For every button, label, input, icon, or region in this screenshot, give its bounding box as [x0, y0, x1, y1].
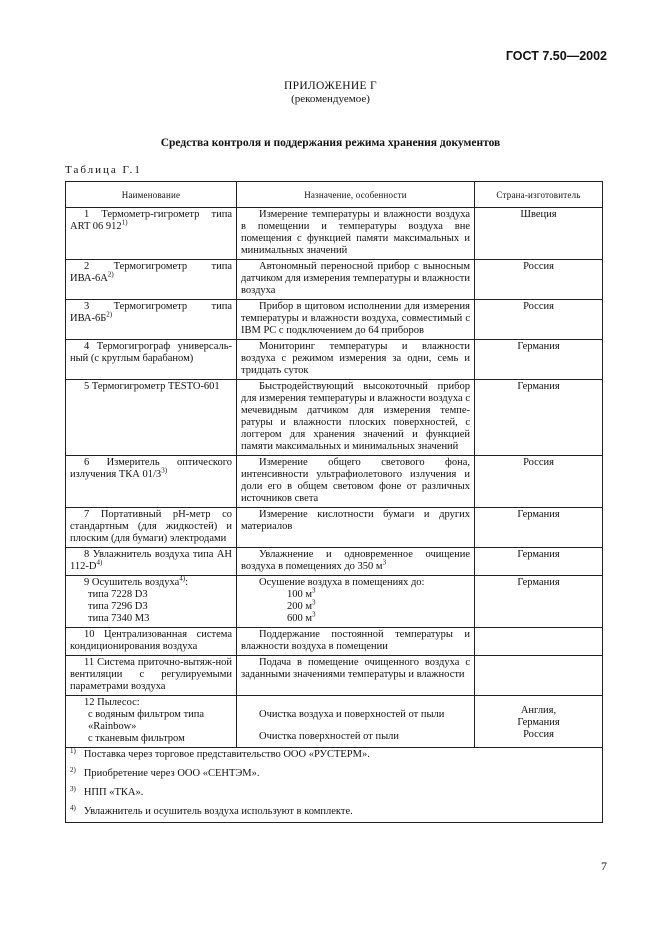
table-label: Таблица Г.1	[65, 164, 142, 176]
table-row	[66, 628, 603, 656]
equipment-table	[65, 181, 603, 823]
row-name: 6 Измеритель оптического излучения ТКА 01/3	[70, 457, 232, 480]
unit-exponent: 3	[382, 558, 387, 567]
footnote-mark: 4)	[70, 803, 76, 812]
row-country: Германия	[475, 340, 603, 380]
volume-item	[241, 598, 470, 613]
row-country: Россия	[475, 260, 603, 300]
column-header-name: Наименование	[66, 182, 237, 208]
row-country-cell	[475, 696, 603, 748]
row-purpose: Увлажнение и одновременное очищение воздуха в помещениях до 350 м	[241, 549, 470, 572]
row-purpose: Прибор в щитовом исполнении для измерения температуры и влажности воздуха, совместимый с IBM PC с подключением до 64 приборов	[237, 300, 475, 340]
row-purpose: Измерение общего светового фона, интенсивности ультрафиолетового излучения и доли его в общем световом фоне от различных источников света	[237, 456, 475, 508]
table-row	[66, 548, 603, 576]
row-purpose-cell	[237, 696, 475, 748]
volume-value: 600 м	[287, 613, 313, 624]
row-name: 7 Портативный pH-метр со стандартным (для жидкостей) и плоским (для бумаги) электродами	[70, 509, 232, 544]
volume-value: 200 м	[287, 601, 313, 612]
table-row	[66, 300, 603, 340]
row-name-cell	[66, 208, 237, 260]
table-row	[66, 656, 603, 696]
model-item: типа 7340 M3	[88, 613, 150, 624]
row-country: Россия	[475, 300, 603, 340]
footnotes-cell	[66, 748, 603, 823]
row-name-cell	[66, 508, 237, 548]
unit-exponent: 3	[312, 610, 316, 619]
row-name-cell	[66, 696, 237, 748]
table-row	[66, 508, 603, 548]
table-row	[66, 260, 603, 300]
row-name-cell	[66, 628, 237, 656]
footnote	[70, 803, 598, 818]
row-name-cell	[66, 380, 237, 456]
row-purpose: Очистка поверхностей от пыли	[259, 731, 400, 742]
footnote-mark: 3)	[70, 784, 76, 793]
country-item: Германия	[517, 717, 560, 728]
page-number: 7	[601, 859, 607, 873]
row-purpose: Быстродействующий высокоточный прибор для измерения температуры и влажности воздуха с мечевидным датчиком для измерения темпе-ратуры и влажности плоских поверхностей, с логгером для хранения значений и функцией памяти максимальных и минимальных значений	[237, 380, 475, 456]
row-name-cell	[66, 260, 237, 300]
variant-label: с водяным фильтром типа «Rainbow»	[88, 709, 205, 732]
row-country: Германия	[475, 548, 603, 576]
country-item: Россия	[523, 729, 554, 740]
table-row	[66, 340, 603, 380]
row-name: 3 Термогигрометр типа ИВА-6Б	[70, 301, 232, 324]
footnote-text: Поставка через торговое представительство ООО «РУСТЕРМ».	[83, 749, 370, 760]
row-country: Швеция	[475, 208, 603, 260]
row-country-empty	[475, 628, 603, 656]
footnote-mark: 2)	[70, 765, 76, 774]
footnote	[70, 765, 598, 780]
row-name: 11 Система приточно-вытяж-ной вентиляции с регулируемыми параметрами воздуха	[70, 657, 232, 692]
document-title: Средства контроля и поддержания режима хранения документов	[160, 137, 501, 149]
row-name-cell	[66, 548, 237, 576]
footnote-ref: 4)	[96, 558, 103, 567]
appendix-subtitle: (рекомендуемое)	[291, 93, 370, 105]
row-name-cell	[66, 340, 237, 380]
unit-exponent: 3	[312, 586, 316, 595]
row-purpose: Автономный переносной прибор с выносным датчиком для измерения температуры и влажности воздуха	[237, 260, 475, 300]
row-country: Германия	[475, 380, 603, 456]
table-row	[66, 696, 603, 748]
row-purpose: Подача в помещение очищенного воздуха с заданными значениями температуры и влажности	[237, 656, 475, 696]
volume-item	[241, 610, 470, 625]
table-row	[66, 380, 603, 456]
footnote	[70, 784, 598, 799]
row-name-cell	[66, 576, 237, 628]
footnote-ref: 1)	[121, 218, 128, 227]
footnote-ref: 2)	[107, 270, 114, 279]
row-name: 8 Увлажнитель воздуха типа АН 112-D	[70, 549, 232, 572]
table-row	[66, 208, 603, 260]
row-country: Германия	[475, 576, 603, 628]
footnote-mark: 1)	[70, 746, 76, 755]
row-country: Германия	[475, 508, 603, 548]
footnote-text: Увлажнитель и осушитель воздуха используют в комплекте.	[83, 806, 353, 817]
table-header-row	[66, 182, 603, 208]
footnotes-row	[66, 748, 603, 823]
row-purpose: Измерение кислотности бумаги и других материалов	[237, 508, 475, 548]
row-name: 5 Термогигрометр TESTO-601	[84, 381, 220, 392]
footnote-text: Приобретение через ООО «СЕНТЭМ».	[83, 768, 260, 779]
row-name: 4 Термогигрограф универсаль-ный (с круглым барабаном)	[70, 341, 232, 364]
row-name: 1 Термометр-гигрометр типа ART 06 912	[70, 209, 232, 232]
row-name-suffix: :	[185, 577, 189, 588]
row-purpose-cell	[237, 548, 475, 576]
row-name: 12 Пылесос:	[84, 697, 140, 708]
table-row	[66, 576, 603, 628]
row-purpose: Измерение температуры и влажности воздуха в помещении и температуры воздуха вне помещения с функцией памяти максимальных и минимальных значений	[237, 208, 475, 260]
row-purpose-cell	[237, 576, 475, 628]
footnote	[70, 746, 598, 761]
row-country: Россия	[475, 456, 603, 508]
row-purpose: Очистка воздуха и поверхностей от пыли	[259, 709, 445, 720]
column-header-purpose: Назначение, особенности	[237, 182, 475, 208]
model-item: типа 7296 D3	[88, 601, 148, 612]
row-name: 2 Термогигрометр типа ИВА-6А	[70, 261, 232, 284]
model-item: типа 7228 D3	[88, 589, 148, 600]
row-name-cell	[66, 456, 237, 508]
country-item: Англия,	[520, 705, 557, 716]
row-purpose: Поддержание постоянной температуры и влажности воздуха в помещении	[237, 628, 475, 656]
standard-designation: ГОСТ 7.50—2002	[505, 49, 607, 63]
footnote-ref: 3)	[161, 466, 168, 475]
row-name: 10 Централизованная система кондиционирования воздуха	[70, 629, 232, 652]
row-purpose: Мониторинг температуры и влажности воздуха с режимом измерения за одни, семь и тридцать суток	[237, 340, 475, 380]
row-name-cell	[66, 656, 237, 696]
row-purpose: Осушение воздуха в помещениях до:	[259, 577, 425, 588]
row-name: 9 Осушитель воздуха	[84, 577, 180, 588]
column-header-country: Страна-изготовитель	[475, 182, 603, 208]
footnote-ref: 4)	[179, 574, 186, 583]
row-country-empty	[475, 656, 603, 696]
appendix-title: ПРИЛОЖЕНИЕ Г	[284, 80, 377, 92]
row-name-cell	[66, 300, 237, 340]
variant-label: с тканевым фильтром	[88, 733, 185, 744]
footnote-text: НПП «ТКА».	[83, 787, 144, 798]
unit-exponent: 3	[312, 598, 316, 607]
table-row	[66, 456, 603, 508]
volume-value: 100 м	[287, 589, 313, 600]
volume-item	[241, 586, 470, 601]
footnote-ref: 2)	[106, 310, 113, 319]
